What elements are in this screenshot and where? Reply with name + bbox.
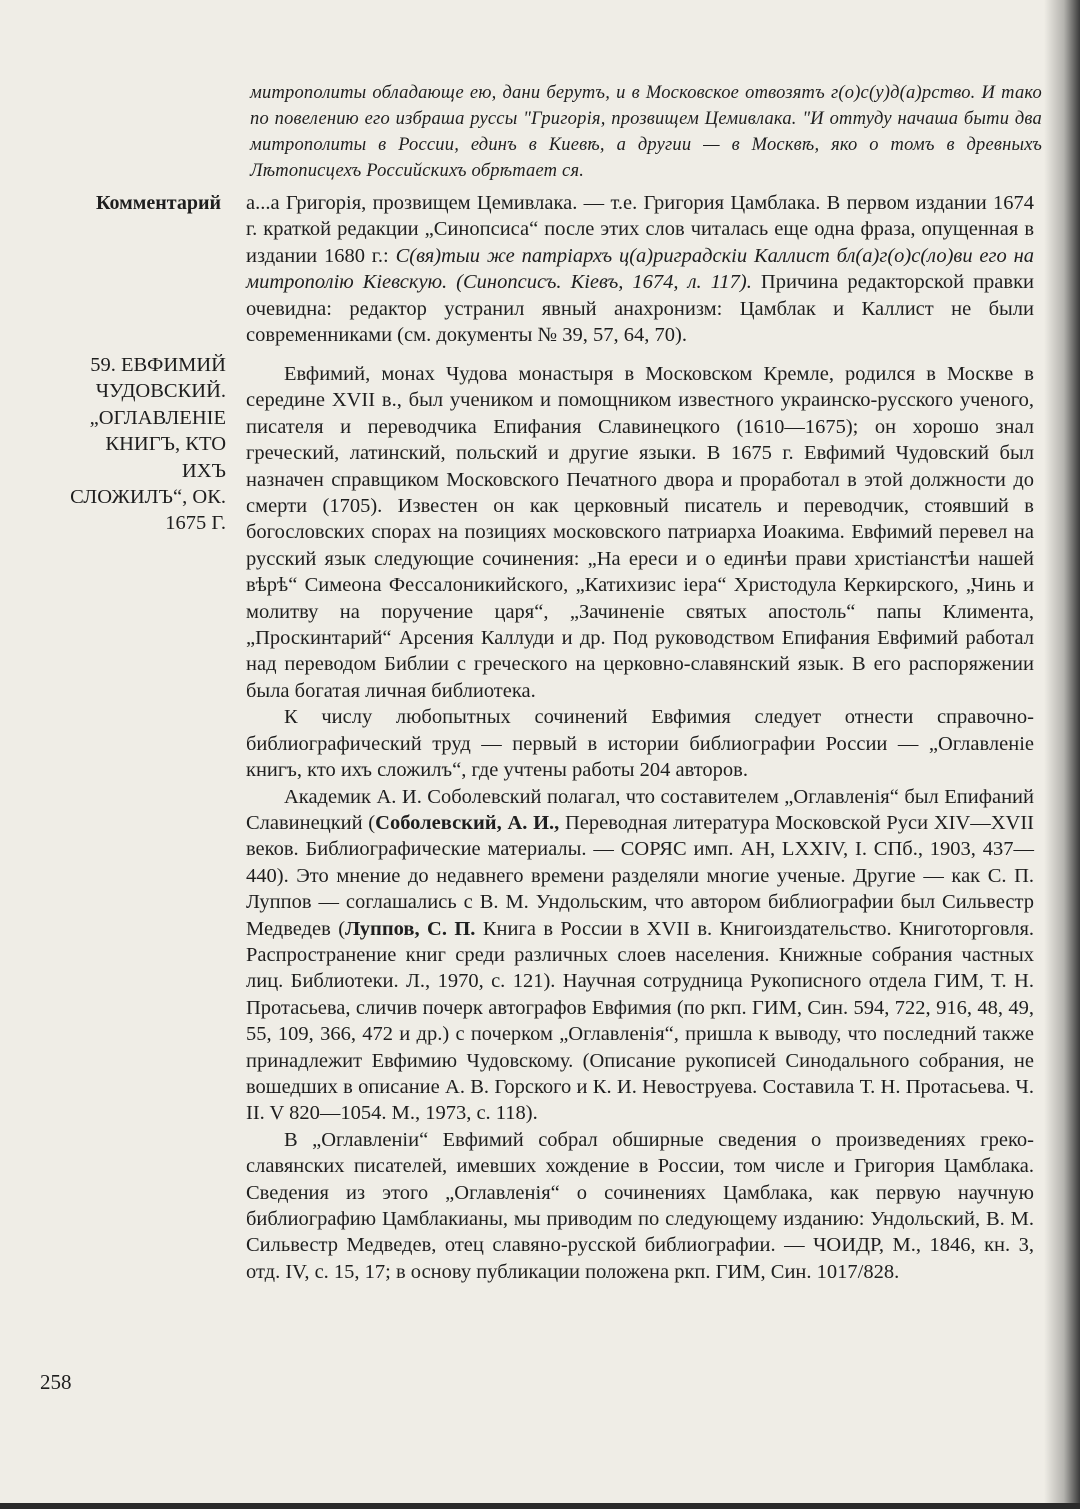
paragraph: К числу любопытных сочинений Евфимия следует отнести справочно-библиографический труд — первый в истории библиографии России — „Оглавленіе книгъ, кто ихъ сложилъ“, где учтены работы 204 авторов.	[246, 706, 1034, 782]
main-text	[246, 361, 1034, 1285]
author-ref: Соболевский, А. И.,	[375, 811, 560, 834]
text-run: Переводная литература Московской Руси XIV—XVII веков. Библиографические материалы. — СОРЯС имп. АН, LXXIV, I. СПб., 1903, 437—440). Это мнение до недавнего времени разделяли многие ученые. Другие — как С. П. Луппов — соглашались с В. М. Ундольским, что автором библиографии был Сильвестр Медведев (	[246, 811, 1035, 940]
comment-label: Комментарий	[96, 192, 222, 214]
page-bottom-edge	[0, 1503, 1080, 1509]
paragraph: Евфимий, монах Чудова монастыря в Московском Кремле, родился в Москве в середине XVII в., был учеником и помощником известного украинско-русского ученого, писателя и переводчика Епифания Славинецкого (1610—1675); он хорошо знал греческий, латинский, польский и другие языки. В 1675 г. Евфимий Чудовский был назначен справщиком Московского Печатного двора и проработал в этой должности до смерти (1705). Известен он как церковный писатель и переводчик, стоявший в богословских спорах на позициях московского патриарха Иоакима. Евфимий перевел на русский язык следующие сочинения: „На ереси и о единѣи прави христіанстѣи нашей вѣрѣ“ Симеона Фессалоникийского, „Катихизис іера“ Христодула Керкирского, „Чинь и молитву на поручение царя“, „Зачиненіе святых апостоль“ папы Климента, „Проскинтарий“ Арсения Каллуди и др. Под руководством Епифания Евфимий работал над переводом Библии с греческого на церковно-славянский язык. В его распоряжении была богатая личная библиотека.	[246, 363, 1034, 702]
paragraph	[246, 784, 1034, 1127]
comment-outro: Причина редакторской правки очевидна: редактор устранил явный анахронизм: Цамблак и Каллист не были современниками (см. документы № 39, 57, 64, 70).	[246, 271, 1035, 347]
section-heading: 59. ЕВФИМИЙ ЧУДОВСКИЙ. „ОГЛАВЛЕНІЕ КНИГЪ, КТО ИХЪ СЛОЖИЛЪ“, ОК. 1675 Г.	[70, 354, 226, 535]
text-run: Академик А. И. Соболевский полагал, что составителем „Оглавленія“ был Епифаний Славинецкий (	[246, 785, 1034, 834]
author-ref: Луппов, С. П.	[345, 917, 476, 940]
page-number: 258	[40, 1370, 72, 1394]
comment-slavonic: С(вя)тыи же патріархъ ц(а)риградскіи Каллист бл(а)г(о)с(ло)ви его на митрополію Кіевскую. (Синопсисъ. Кіевъ, 1674, л. 117).	[246, 244, 1035, 294]
text-run: Книга в России в XVII в. Книгоиздательство. Книготорговля. Распространение книг среди различных слоев населения. Книжные собрания частных лиц. Библиотеки. Л., 1970, с. 121). Научная сотрудница Рукописного отдела ГИМ, Т. Н. Протасьева, сличив почерк автографов Евфимия (по ркп. ГИМ, Син. 594, 722, 916, 48, 49, 55, 109, 366, 472 и др.) с почерком „Оглавленія“, пришла к выводу, что последний также принадлежит Евфимию Чудовскому. (Описание рукописей Синодального собрания, не вошедших в описание А. В. Горского и К. И. Невоструева. Составила Т. Н. Протасьева. Ч. II. V 820—1054. М., 1973, с. 118).	[246, 917, 1035, 1125]
comment-intro: a...a Григорія, прозвищем Цемивлака. — т.е. Григория Цамблака. В первом издании 1674 г. краткой редакции „Синопсиса“ после этих слов читалась еще одна фраза, опущенная в издании 1680 г.:	[246, 192, 1034, 267]
book-spine-shadow	[1044, 0, 1080, 1509]
paragraph: В „Оглавленіи“ Евфимий собрал обширные сведения о произведениях греко-славянских писателей, имевших хождение в России, том числе и Григория Цамблака. Сведения из этого „Оглавленія“ о сочинениях Цамблака, как первую научную библиографию Цамблакианы, мы приводим по следующему изданию: Ундольский, В. М. Сильвестр Медведев, отец славяно-русской библиографии. — ЧОИДР, М., 1846, кн. 3, отд. IV, с. 15, 17; в основу публикации положена ркп. ГИМ, Син. 1017/828.	[246, 1128, 1034, 1283]
comment-body	[246, 190, 1034, 348]
slavonic-quote: митрополиты обладающе ею, дани берутъ, и в Московское отвозятъ г(о)с(у)д(а)рство. И тако по повелению его избраша руссы "Григорія, прозвищем Цемивлака. "И оттуду начаша быти два митрополиты в России, единъ в Киевѣ, а другии — в Москвѣ, яко о томъ в древныхъ Лѣтописцехъ Российскихъ обрѣтает ся.	[250, 83, 1042, 181]
